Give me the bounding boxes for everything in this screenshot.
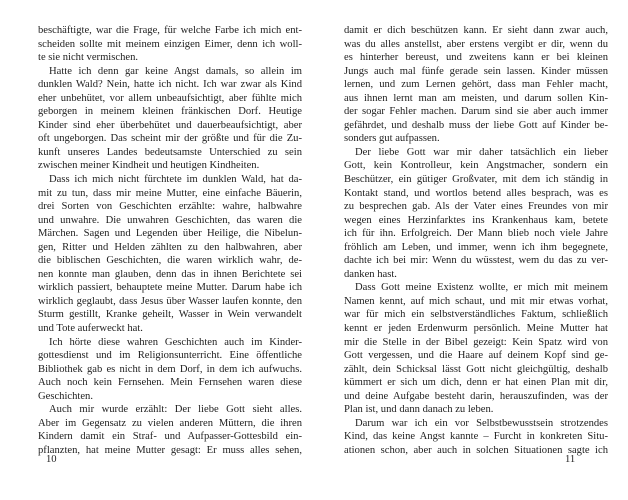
text-line: Auch mir wurde erzählt: Der liebe Gott sieht alles.: [49, 404, 302, 416]
text-line: Kind, das keine Angst kannte – Furcht in konkreten Situ-: [344, 431, 608, 443]
text-line: wirklich geglaubt, dass Jesus über Wasser laufen konnte, den: [38, 295, 302, 307]
text-line: zwischen meiner Kindheit und heutigen Kindheiten.: [38, 160, 260, 172]
text-line: Kontakt stand, und wortlos betend alles besprach, was es: [344, 187, 608, 199]
text-line: kunft unseres Landes bedeutsamste Unterschied zu sein: [38, 146, 302, 158]
text-line: dunklen Wald? Nein, hatte ich nicht. Ich war zwar als Kind: [38, 79, 302, 91]
text-line: sonders gut aufpassen.: [344, 133, 440, 145]
text-line: was du alles anstellst, aber erstens vergibt er dir, wenn du: [344, 38, 608, 50]
text-line: dachte ich bei mir: Wenn du wüsstest, wem du das zu ver-: [344, 255, 608, 267]
text-line: und unwahre. Die unwahren Geschichten, das waren die: [38, 214, 302, 226]
text-line: Ich hörte diese wahren Geschichten auch im Kinder-: [49, 336, 302, 348]
text-line: drei Sorten von Geschichten erzählte: wahre, halbwahre: [38, 201, 302, 213]
text-line: danken hast.: [344, 268, 397, 280]
text-line: gefährdet, und deshalb muss der liebe Gott auf Kinder be-: [344, 119, 608, 131]
text-line: gottesdienst und im Religionsunterricht. Eine öffentliche: [38, 350, 302, 362]
text-line: oft ungeborgen. Das scheint mir der größte und für die Zu-: [38, 133, 302, 145]
text-line: Sturm gestillt, Kranke geheilt, Wasser in Wein verwandelt: [38, 309, 302, 321]
text-line: Kinder sind eher überbehütet und dauerbeaufsichtigt, aber: [38, 119, 302, 131]
text-line: war für mich ein selbstverständliches Faktum, schließlich: [344, 309, 608, 321]
text-line: scheiden sollte mit meinem einzigen Eimer, denn ich woll-: [38, 38, 302, 50]
text-line: gen, Ritter und Helden zählten zu den halbwahren, aber: [38, 241, 302, 253]
text-line: fröhlich am Leben, und immer, wenn ich ihm begegnete,: [344, 241, 608, 253]
text-line: Dass ich mich nicht fürchtete im dunklen Wald, hat da-: [49, 174, 302, 186]
text-line: kümmert er sich um dich, denn er hat einen Plan mit dir,: [344, 377, 608, 389]
text-line: die biblischen Geschichten, die waren wirklich wahr, de-: [38, 255, 302, 267]
text-line: te sie nicht vermischen.: [38, 52, 139, 64]
right-page-number: 11: [565, 454, 576, 465]
text-line: aus ihnen lernt man am meisten, und darum sollen Kin-: [344, 92, 608, 104]
text-line: mit zu tun, dass mir meine Mutter, eine einfache Bäuerin,: [38, 187, 302, 199]
text-line: Auch noch kein Fernsehen. Mein Fernsehen waren diese: [38, 377, 302, 389]
text-line: Jungs auch mal fünfe gerade sein lassen. Kinder müssen: [344, 65, 608, 77]
left-page-number: 10: [46, 454, 57, 465]
text-line: Darum war ich ein vor Selbstbewusstsein strotzendes: [355, 417, 608, 429]
text-line: mir die Stelle in der Bibel gezeigt: Kein Spatz wird von: [344, 336, 608, 348]
text-line: Märchen. Sagen und Legenden über Heilige, die Nibelun-: [38, 228, 302, 240]
text-line: Bibliothek gab es nicht in dem Dorf, in dem ich aufwuchs.: [38, 363, 302, 375]
text-line: geborgen in meinem kleinen fränkischen Dorf. Heutige: [38, 106, 302, 118]
text-line: pflanzten, hat meine Mutter gesagt: Er muss alles sehen,: [38, 444, 302, 456]
text-line: und deine Aufgabe besteht darin, herauszufinden, was der: [344, 390, 608, 402]
text-line: wegen eines Herzinfarktes ins Krankenhaus kam, betete: [344, 214, 608, 226]
text-line: eher unbehütet, vor allem unbeaufsichtigt, aber fühlte mich: [38, 92, 302, 104]
left-page: [38, 24, 302, 458]
text-line: Kindern damit ein Straf- und Aufpasser-Gottesbild ein-: [38, 431, 302, 443]
text-line: Aber im Gegensatz zu vielen anderen Müttern, die ihren: [38, 417, 302, 429]
text-line: nen konnte man glauben, denn das in ihnen Berichtete sei: [38, 268, 302, 280]
text-line: der sogar Fehler machen. Darum sind sie aber auch immer: [344, 106, 608, 118]
text-line: zählt, dein Schicksal lässt Gott nicht gleichgültig, deshalb: [344, 363, 608, 375]
text-line: beschäftigte, war die Frage, für welche Farbe ich mich ent-: [38, 25, 302, 36]
text-line: Gott, kein Kontrolleur, kein Angstmacher, sondern ein: [344, 160, 608, 172]
text-line: wirklich passiert, behauptete meine Mutter. Darum habe ich: [38, 282, 302, 294]
text-line: Beschützer, ein gütiger Großvater, mit dem ich ständig in: [344, 174, 608, 186]
text-line: zu besprechen gab. Als der Vater eines Freundes von mir: [344, 201, 608, 213]
text-line: damit er dich beschützen kann. Er sieht dann zwar auch,: [344, 25, 608, 36]
text-line: Hatte ich denn gar keine Angst damals, so allein im: [49, 65, 302, 77]
text-line: ationen schon, aber auch in solchen Situationen sagte ich: [344, 444, 608, 456]
text-line: Geschichten.: [38, 390, 94, 402]
text-line: Dass Gott meine Existenz wollte, er mich mit meinem: [355, 282, 608, 294]
text-line: ich für ihn. Erfolgreich. Der Mann blieb noch viele Jahre: [344, 228, 608, 240]
text-line: Plan ist, und dann danach zu leben.: [344, 404, 494, 416]
text-line: Gott vergessen, und die Haare auf deinem Kopf sind ge-: [344, 350, 608, 362]
text-line: Namen kennt, auf mich schaut, und mit mir etwas vorhat,: [344, 295, 608, 307]
text-line: es hinterher bereust, und zweitens kann er bei kleinen: [344, 52, 608, 64]
text-line: kennt er jeden Erdenwurm persönlich. Meine Mutter hat: [344, 323, 608, 335]
text-line: Der liebe Gott war mir daher tatsächlich ein lieber: [355, 146, 608, 158]
text-line: und Tote auferweckt hat.: [38, 323, 143, 335]
text-line: lernen, und zum Lernen gehört, dass man Fehler macht,: [344, 79, 608, 91]
right-page: [344, 24, 608, 458]
